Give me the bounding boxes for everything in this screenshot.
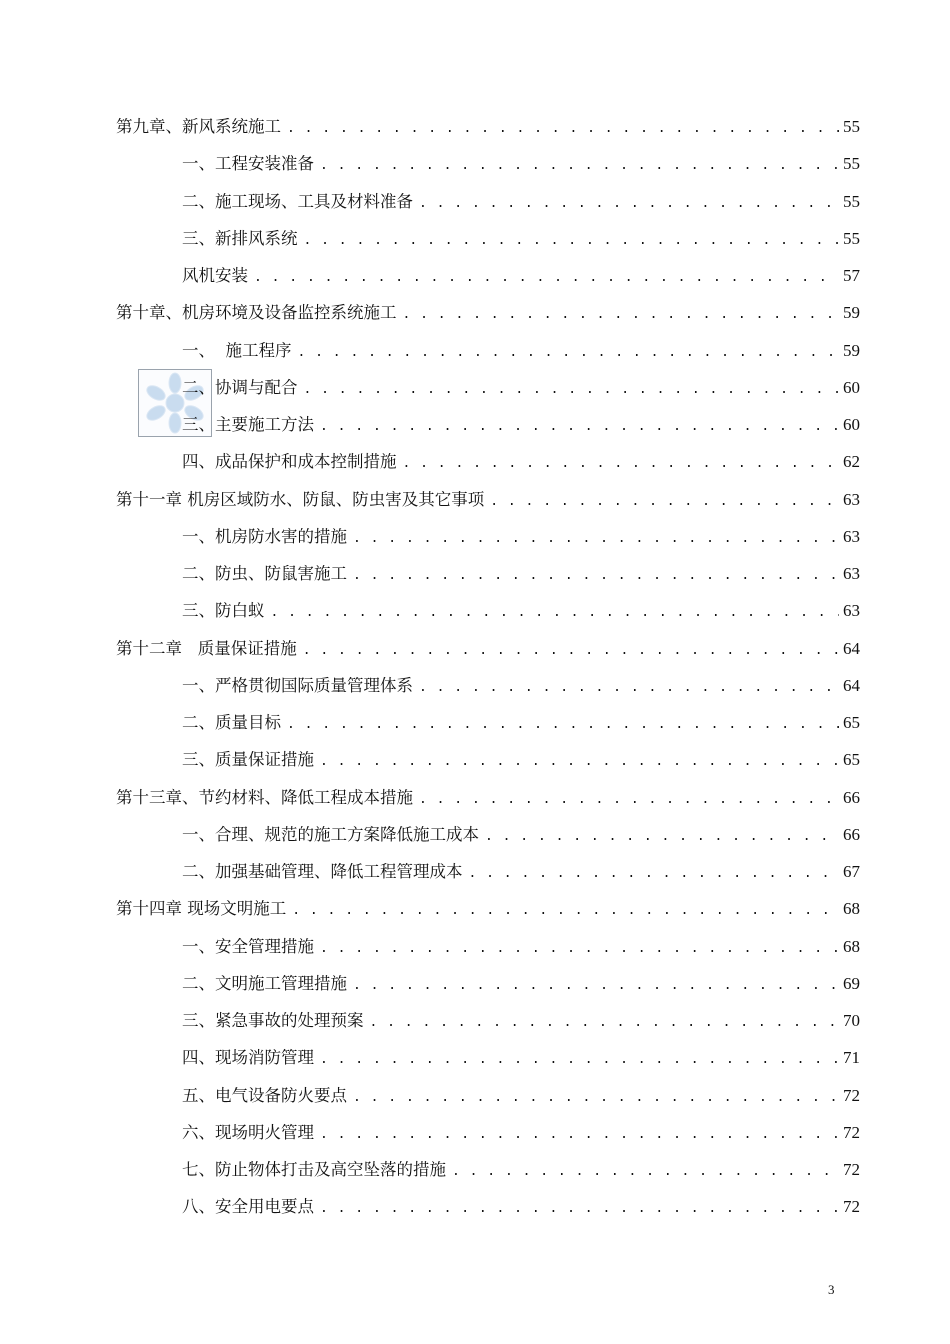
toc-entry-title: 二、防虫、防鼠害施工 — [182, 564, 347, 583]
toc-entry-page: 62 — [843, 452, 860, 472]
toc-entry[interactable] — [116, 1077, 860, 1114]
dot-leader — [419, 781, 839, 818]
toc-entry-title: 一、机房防水害的措施 — [182, 526, 347, 546]
dot-leader — [320, 408, 839, 445]
toc-entry[interactable] — [116, 1002, 860, 1039]
toc-entry-title: 八、安全用电要点 — [182, 1197, 314, 1217]
toc-entry[interactable] — [116, 630, 860, 667]
toc-entry[interactable] — [116, 369, 860, 406]
toc-entry[interactable] — [116, 406, 860, 443]
toc-entry-page: 72 — [843, 1197, 860, 1217]
dot-leader — [287, 110, 839, 147]
toc-entry[interactable] — [116, 704, 860, 741]
toc-entry[interactable] — [116, 1151, 860, 1188]
toc-entry-page: 63 — [843, 526, 860, 546]
toc-entry-title: 六、现场明火管理 — [182, 1122, 314, 1142]
toc-entry-page: 67 — [843, 862, 860, 881]
toc-entry[interactable] — [116, 853, 860, 890]
toc-entry[interactable] — [116, 555, 860, 592]
toc-entry-title: 二、施工现场、工具及材料准备 — [182, 191, 413, 211]
toc-entry-title: 一、工程安装准备 — [182, 154, 314, 174]
dot-leader — [287, 706, 839, 743]
toc-entry-title: 一、严格贯彻国际质量管理体系 — [182, 675, 413, 695]
toc-entry[interactable] — [116, 183, 860, 220]
dot-leader — [353, 1079, 839, 1116]
page-number: 3 — [828, 1282, 835, 1297]
toc-entry-page: 71 — [843, 1048, 860, 1068]
toc-entry-title: 第十一章 机房区域防水、防鼠、防虫害及其它事项 — [116, 489, 485, 509]
dot-leader — [469, 855, 840, 892]
dot-leader — [419, 669, 839, 706]
toc-entry-page: 72 — [843, 1160, 860, 1179]
toc-entry-title: 风机安装 — [182, 266, 248, 285]
dot-leader — [292, 892, 839, 929]
toc-entry-page: 57 — [843, 266, 860, 285]
dot-leader — [353, 520, 839, 557]
toc-entry-title: 一、安全管理措施 — [182, 936, 314, 956]
toc-entry[interactable] — [116, 294, 860, 331]
toc-entry-title: 二、加强基础管理、降低工程管理成本 — [182, 862, 463, 881]
toc-entry-page: 70 — [843, 1011, 860, 1030]
dot-leader — [320, 1116, 839, 1153]
toc-entry-title: 第十二章 质量保证措施 — [116, 638, 297, 658]
toc-entry-page: 55 — [843, 154, 860, 174]
toc-entry-page: 63 — [843, 564, 860, 583]
dot-leader — [320, 1041, 839, 1078]
dot-leader — [403, 296, 840, 333]
toc-entry-page: 63 — [843, 601, 860, 621]
toc-entry[interactable] — [116, 518, 860, 555]
toc-entry-page: 66 — [843, 824, 860, 844]
toc-entry-title: 第九章、新风系统施工 — [116, 117, 281, 136]
dot-leader — [303, 632, 839, 669]
toc-entry-page: 65 — [843, 713, 860, 732]
toc-entry-page: 66 — [843, 787, 860, 807]
toc-entry-title: 四、成品保护和成本控制措施 — [182, 452, 397, 472]
dot-leader — [403, 445, 840, 482]
table-of-contents — [116, 108, 860, 1226]
toc-entry[interactable] — [116, 965, 860, 1002]
toc-entry[interactable] — [116, 145, 860, 182]
toc-entry-title: 二、质量目标 — [182, 713, 281, 732]
dot-leader — [298, 334, 840, 371]
toc-entry-title: 一、合理、规范的施工方案降低施工成本 — [182, 824, 479, 844]
toc-entry-page: 64 — [843, 675, 860, 695]
toc-entry-page: 60 — [843, 377, 860, 397]
toc-entry-page: 59 — [843, 303, 860, 323]
dot-leader — [304, 222, 840, 259]
toc-entry[interactable] — [116, 1188, 860, 1225]
toc-entry[interactable] — [116, 220, 860, 257]
toc-entry-title: 三、质量保证措施 — [182, 750, 314, 770]
toc-entry-title: 三、主要施工方法 — [182, 415, 314, 434]
toc-entry-title: 三、新排风系统 — [182, 228, 298, 248]
toc-entry-page: 65 — [843, 750, 860, 770]
toc-entry-title: 一、 施工程序 — [182, 340, 292, 360]
dot-leader — [320, 147, 839, 184]
toc-entry[interactable] — [116, 890, 860, 927]
toc-entry-title: 七、防止物体打击及高空坠落的措施 — [182, 1160, 446, 1179]
toc-entry-title: 三、防白蚁 — [182, 601, 265, 621]
toc-entry[interactable] — [116, 592, 860, 629]
dot-leader — [452, 1153, 839, 1190]
toc-entry[interactable] — [116, 816, 860, 853]
toc-entry-page: 68 — [843, 936, 860, 956]
toc-entry-page: 72 — [843, 1085, 860, 1105]
toc-entry[interactable] — [116, 332, 860, 369]
toc-entry-title: 第十章、机房环境及设备监控系统施工 — [116, 303, 397, 323]
dot-leader — [320, 1190, 839, 1227]
toc-entry-title: 二、协调与配合 — [182, 377, 298, 397]
dot-leader — [304, 371, 840, 408]
toc-entry-page: 59 — [843, 340, 860, 360]
toc-entry-title: 第十四章 现场文明施工 — [116, 899, 287, 919]
toc-entry-title: 二、文明施工管理措施 — [182, 973, 347, 993]
toc-entry-page: 69 — [843, 973, 860, 993]
dot-leader — [271, 594, 840, 631]
toc-entry-page: 55 — [843, 228, 860, 248]
toc-entry-title: 第十三章、节约材料、降低工程成本措施 — [116, 787, 413, 807]
toc-entry-page: 55 — [843, 117, 860, 136]
toc-entry[interactable] — [116, 108, 860, 145]
dot-leader — [320, 743, 839, 780]
toc-entry-page: 68 — [843, 899, 860, 919]
dot-leader — [353, 557, 839, 594]
dot-leader — [254, 259, 839, 296]
dot-leader — [419, 185, 839, 222]
toc-entry[interactable] — [116, 667, 860, 704]
toc-entry-title: 三、紧急事故的处理预案 — [182, 1011, 364, 1030]
toc-entry-page: 64 — [843, 638, 860, 658]
dot-leader — [353, 967, 839, 1004]
toc-entry-page: 72 — [843, 1122, 860, 1142]
toc-entry[interactable] — [116, 257, 860, 294]
toc-entry-page: 63 — [843, 489, 860, 509]
toc-entry[interactable] — [116, 443, 860, 480]
dot-leader — [370, 1004, 840, 1041]
dot-leader — [485, 818, 839, 855]
toc-entry[interactable] — [116, 741, 860, 778]
toc-entry[interactable] — [116, 481, 860, 518]
toc-entry[interactable] — [116, 928, 860, 965]
toc-entry-page: 60 — [843, 415, 860, 434]
toc-entry-title: 四、现场消防管理 — [182, 1048, 314, 1068]
dot-leader — [320, 930, 839, 967]
toc-entry-title: 五、电气设备防火要点 — [182, 1085, 347, 1105]
toc-entry[interactable] — [116, 779, 860, 816]
toc-entry[interactable] — [116, 1039, 860, 1076]
dot-leader — [490, 483, 839, 520]
toc-entry[interactable] — [116, 1114, 860, 1151]
toc-entry-page: 55 — [843, 191, 860, 211]
